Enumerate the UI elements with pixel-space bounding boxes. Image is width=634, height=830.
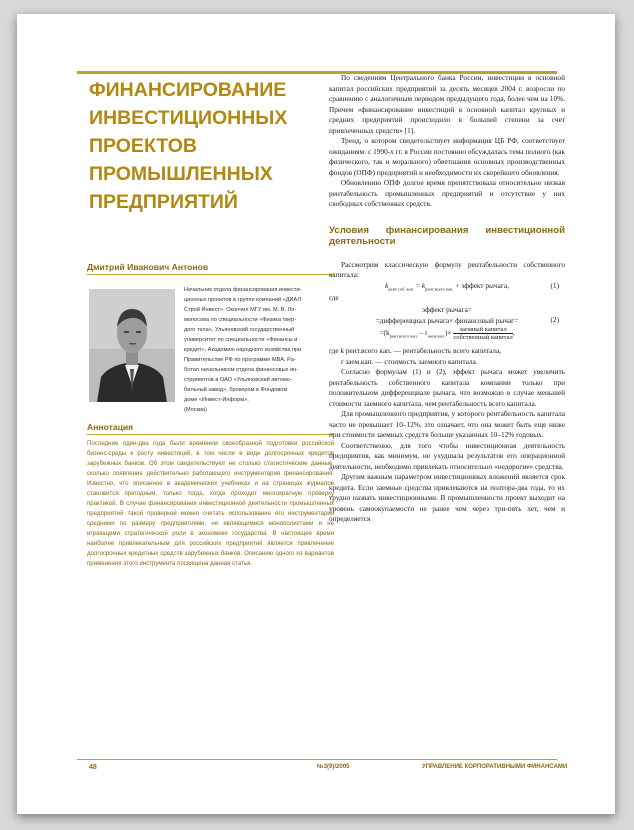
formula-comma: , [512,328,515,338]
formula-line: эффект рычага= [421,305,472,314]
page-number: 48 [89,764,97,771]
formula-subscript: заем.кап. [427,333,445,339]
formula-fraction [453,326,512,341]
formula-line [329,326,565,342]
formula-number: (1) [550,280,559,290]
fraction-numerator: заемный капитал [453,326,512,334]
magazine-page [17,14,615,814]
formula-var: k [385,280,389,290]
paragraph: Рассмотрим классическую формулу рентабельности собственного капитала: [329,259,565,279]
issue-number: №3(9)/2005 [317,764,350,770]
formula-subscript: рент.соб. кап. [388,285,415,291]
formula-subscript: рент.всего кап. [425,285,454,291]
author-name: Дмитрий Иванович Антонов [87,262,334,275]
where-label: где [329,292,339,302]
fraction-denominator: собственный капитал [453,334,513,341]
body-column [329,73,565,525]
formula-equals: = [415,280,421,290]
author-bio: Начальник отдела финансирования инвести- ционных проектов в группе компаний «ДИАЛ Строй Инвест». Окончил МГУ им. М. В. Ло- моносова по специальности «Физика твер- дого тела», Ульяновский государственный университет по специальности «Финансы и кредит», Академию народного хозяйства при Правительстве РФ по программе MBA. Ра- ботал начальником отдела финансовых ин- струментов в ОАО «Ульяновский автомо- бильный завод», брокером в Фондовом доме «Инвест-Информ». (Москва) [184,287,302,413]
formula-2 [329,305,565,342]
paragraph: Тренд, о котором свидетельствует информация ЦБ РФ, соответствует ожиданиям: с 1990-х гг. в России постоянно обсуждалась тема полного (как физического, так и морального) обветшания основных производственных фондов (ОПФ) предприятий и необходимости их скорейшего обновления. [329,136,565,177]
formula-tail: )× [444,328,452,338]
paragraph: Соответственно, для того чтобы инвестиционная деятельность предприятия, как минимум, не ухудшала результатов его операционной деятельности, необходимо привлекать относительно «недорогие» средства. [329,440,565,471]
author-portrait-image [89,289,175,402]
annotation-heading: Аннотация [87,422,334,435]
paragraph: Обновлению ОПФ долгое время препятствовала относительно низкая рентабельность промышленных предприятий и отсутствие у них свободных собственных средств. [329,178,565,208]
formula-line: =дифференциал рычага× финансовый рычаг= [375,315,519,325]
article-title: ФИНАНСИРОВАНИЕ ИНВЕСТИЦИОННЫХ ПРОЕКТОВ ПРОМЫШЛЕННЫХ ПРЕДПРИЯТИЙ [89,79,288,213]
formula-tail: + эффект рычага, [455,280,509,290]
formula-subscript: рент.всего кап. [389,333,418,339]
paragraph: Согласно формулам (1) и (2), эффект рычага может увеличить рентабельность собственного капитала компании только при положительном дифференциале рычага, что возможно в случае меньшей стоимости заемного капитала, чем рентабельность всего капитала. [329,367,565,408]
journal-name: УПРАВЛЕНИЕ КОРПОРАТИВНЫМИ ФИНАНСАМИ [422,764,568,770]
paragraph: Для промышленного предприятия, у которого рентабельность капитала часто не превышает 10–12%, это означает, что она может быть еще ниже при стоимости заемных средств больше указанных 10–12% годовых. [329,409,565,440]
bottom-rule [77,759,557,760]
formula-minus: – r [419,328,428,338]
definition: где k рент.всего кап. — рентабельность всего капитала, [329,346,502,356]
section-heading: Условия финансирования инвестиционной деятельности [329,224,565,247]
paragraph: По сведениям Центрального банка России, инвестиции в основной капитал российских предприятий за десять месяцев 2004 г. возросли по сравнению с аналогичным периодом предыдущего года, более чем на 10%. Причем «финансирование инвестиций в основной капитал крупных и средних предприятий происходило в большей степени за счет привлеченных средств» [1]. [329,73,565,135]
formula-lhs: =(k [379,328,390,338]
author-photo [89,289,175,402]
formula-number: (2) [550,315,559,324]
annotation-text: Последние один-два года были временем своеобразной подготовки российской бизнес-среды к росту инвестиций, в том числе в виде долгосрочных кредитов зарубежных банков. Об этом свидетельствуют не столько статистические данные, сколько появление действительно работающего инструментария финансирования. Известно, что описанное в академических учебниках и на страницах журналов становится пригодным, только тогда, когда проходит многократную проверку практикой. В случае финансирования инвестиционной деятельности промышленных предприятий такой проверкой можно считать использование его инструментария средними по размеру предприятиями, не являющимися монополистами и не играющими стратегической роли в экономике государства. В настоящее время наиболее привлекательным для российских предприятий является привлечение долгосрочных кредитных средств зарубежных банков. Описанию одного из вариантов применения этого инструмента посвящена данная статья. [87,440,334,567]
definition: r заем.кап. — стоимость заемного капитала. [341,356,478,366]
formula-var: k [421,280,426,290]
paragraph: Другим важным параметром инвестиционных вложений является срок кредита. Если заемные средства привлекаются на полтора-два года, то их трудно назвать инвестиционными. В промышленности проект выходит на уровень самоокупаемости не ранее чем через три-пять лет, чем и определяется [329,472,565,524]
formula-1 [329,281,565,293]
